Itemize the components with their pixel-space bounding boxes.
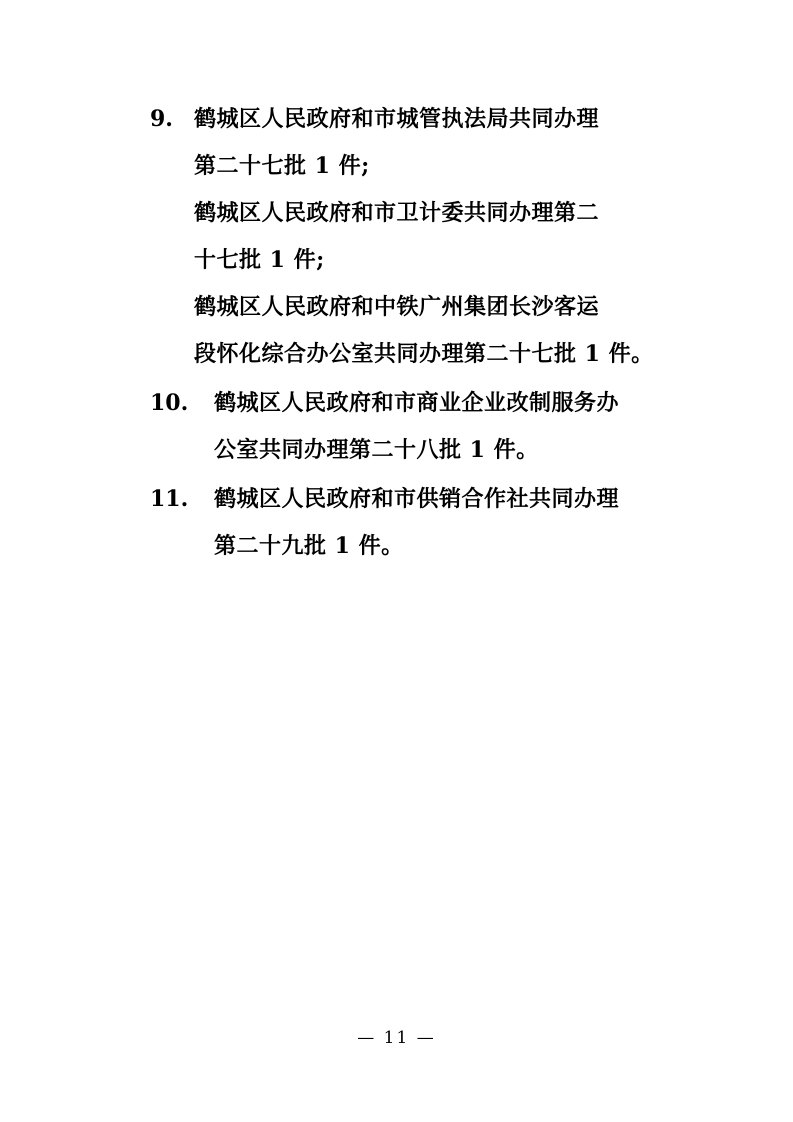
text-line: 鹤城区人民政府和市商业企业改制服务办 (214, 390, 620, 416)
list-item-text (210, 380, 690, 474)
text-line: 鹤城区人民政府和市城管执法局共同办理 (194, 106, 600, 132)
list-item-marker: 9. (150, 106, 173, 132)
text-line: 十七批 1 件; (194, 247, 325, 273)
document-body (150, 96, 690, 572)
text-line: 鹤城区人民政府和市供销合作社共同办理 (214, 486, 620, 512)
text-line: 第二十九批 1 件。 (214, 533, 404, 559)
text-line: 公室共同办理第二十八批 1 件。 (214, 437, 539, 463)
list-item-marker: 11. (150, 486, 189, 512)
list-item (150, 380, 690, 474)
text-line: 第二十七批 1 件; (194, 153, 370, 179)
list-item-marker: 10. (150, 390, 189, 416)
list-item (150, 96, 690, 378)
text-line: 鹤城区人民政府和中铁广州集团长沙客运 (194, 294, 600, 320)
text-line: 鹤城区人民政府和市卫计委共同办理第二 (194, 200, 600, 226)
list-item-text (210, 476, 690, 570)
list-item-text (194, 96, 690, 378)
list-item (150, 476, 690, 570)
page-number: — 11 — (357, 1028, 436, 1048)
text-line: 段怀化综合办公室共同办理第二十七批 1 件。 (194, 341, 654, 367)
